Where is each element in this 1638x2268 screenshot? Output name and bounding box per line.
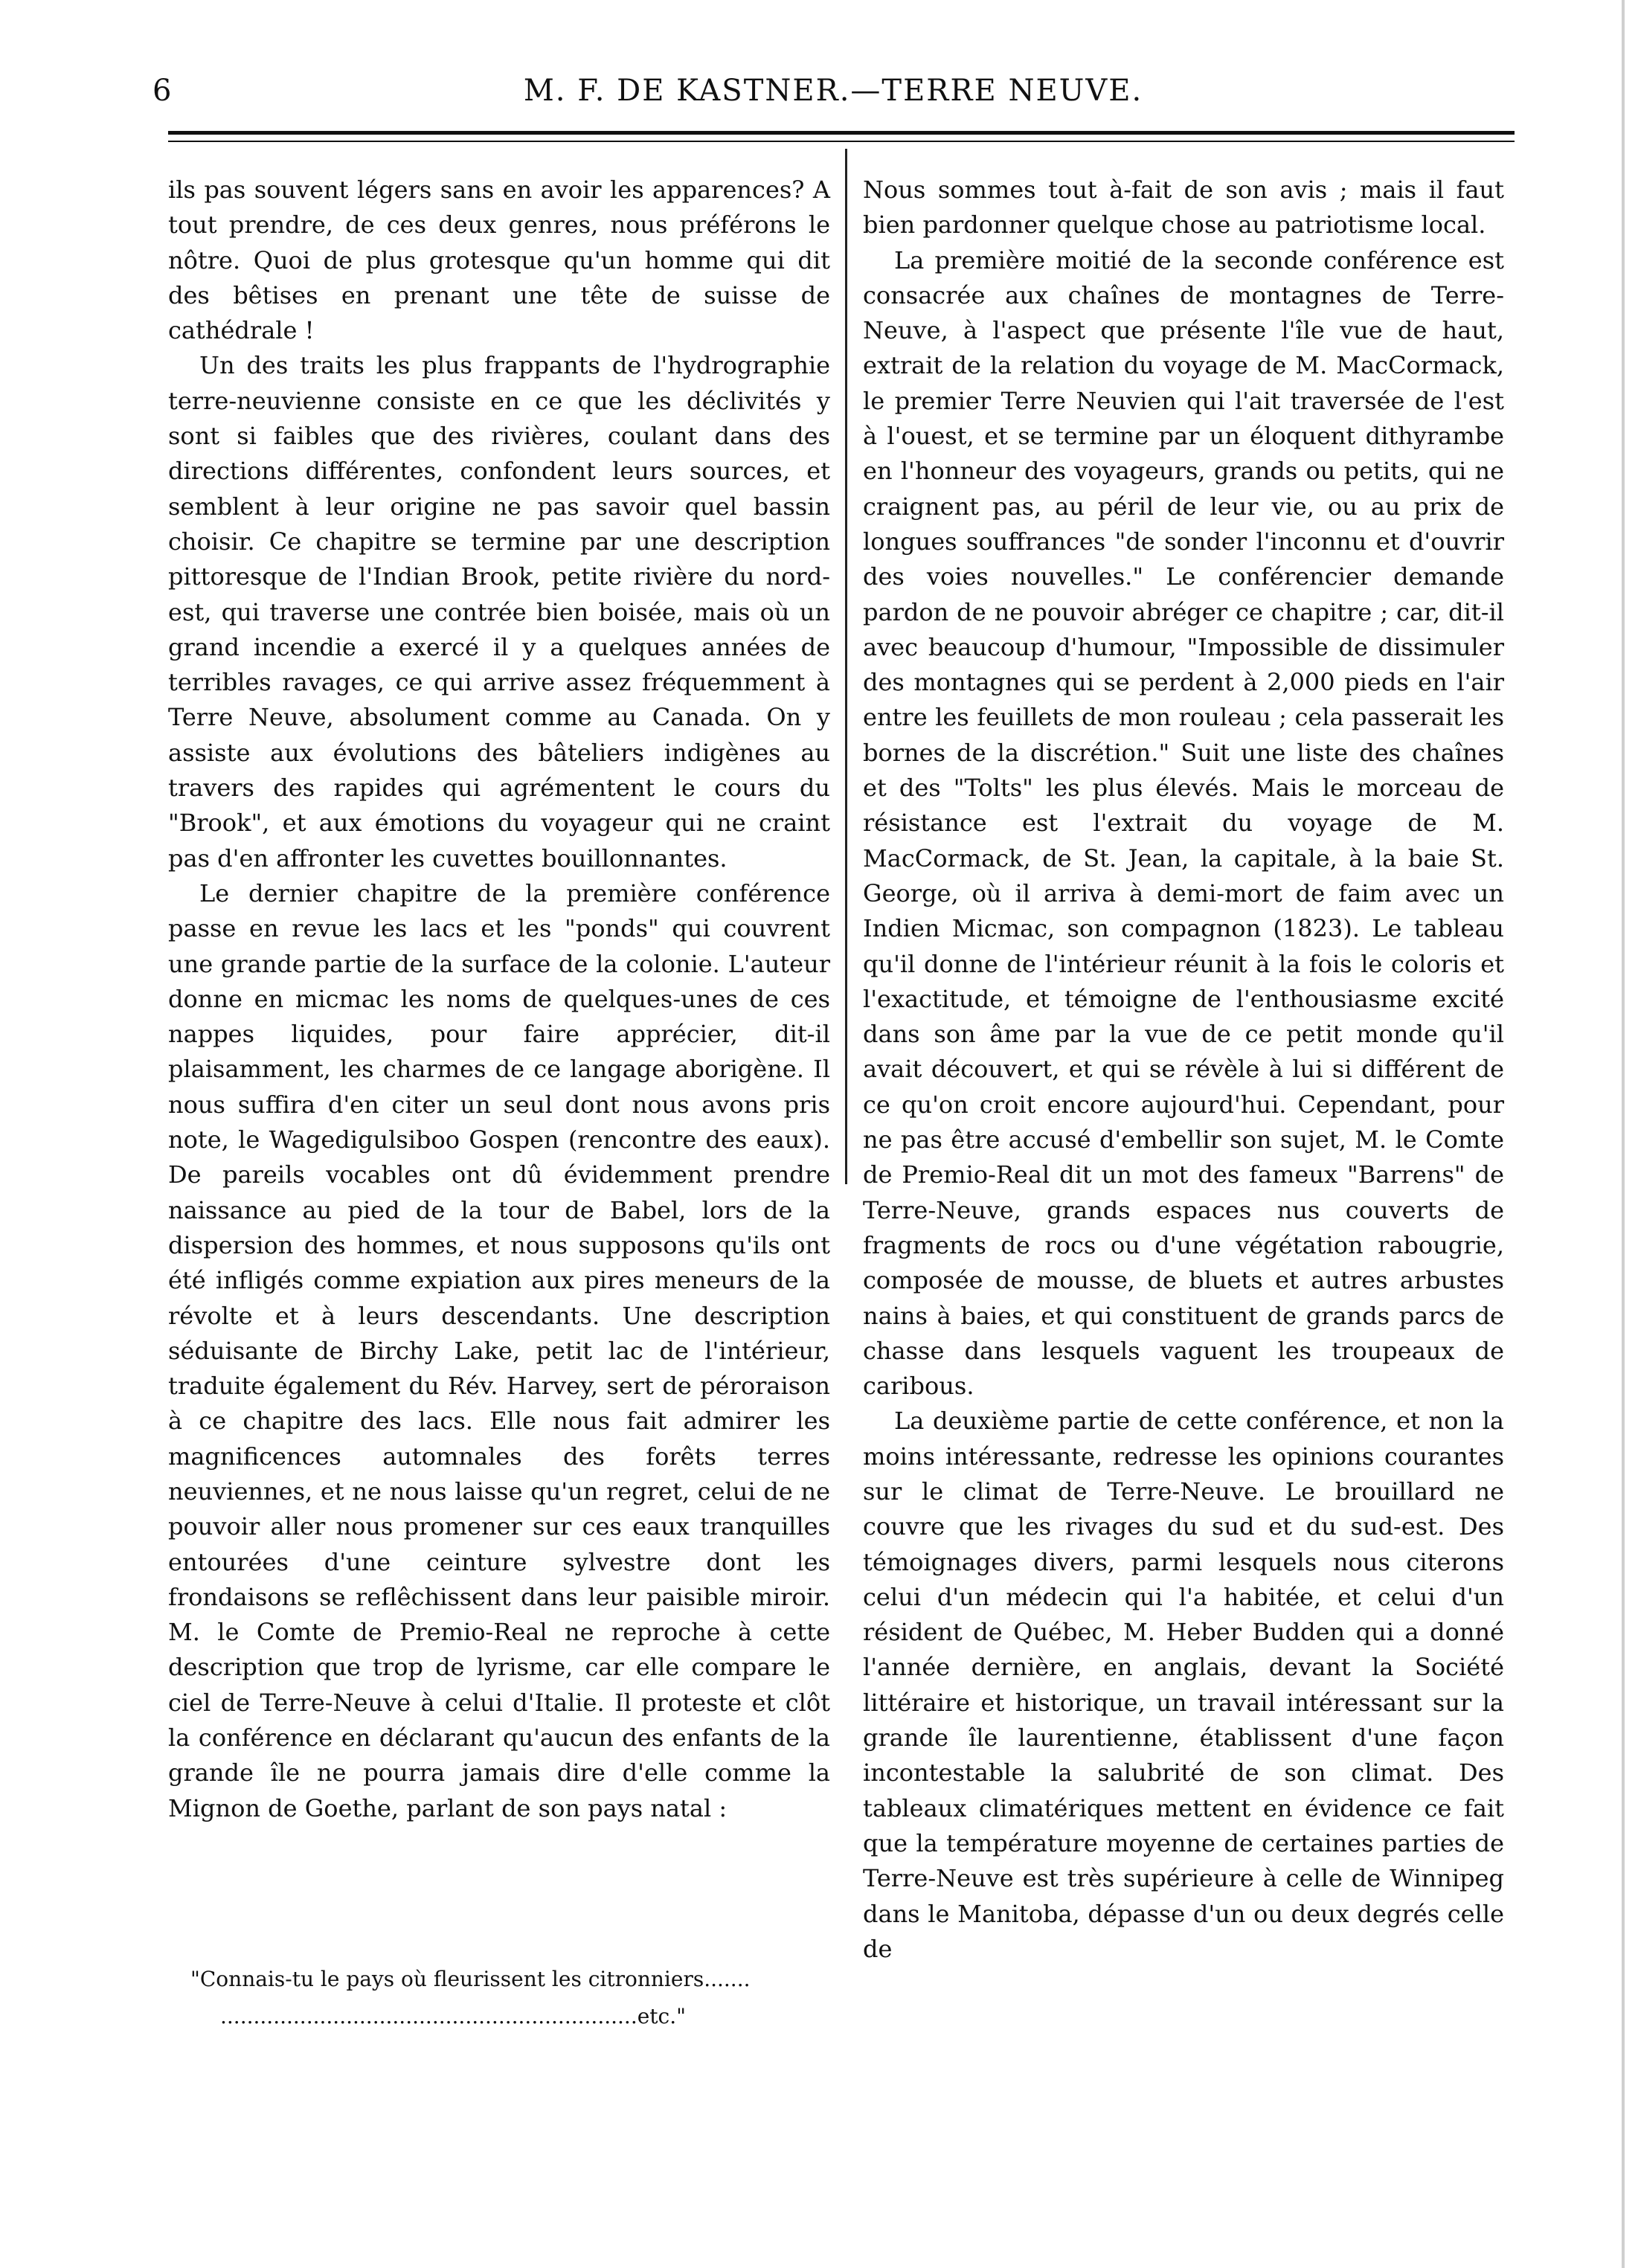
page-number: 6 <box>152 74 172 108</box>
header-rule-thin <box>168 141 1515 142</box>
right-paragraph-2: La première moitié de la seconde conférence est consacrée aux chaînes de montagnes de Terre-Neuve, à l'aspect que présente l'île vue de haut, extrait de la relation du voyage de M. MacCormack, le premier Terre Neuvien qui l'ait traversée de l'est à l'ouest, et se termine par un éloquent dithyrambe en l'honneur des voyageurs, grands ou petits, qui ne craignent pas, au péril de leur vie, ou au prix de longues souffrances "de sonder l'inconnu et d'ouvrir des voies nouvelles." Le conférencier demande pardon de ne pouvoir abréger ce chapitre ; car, dit-il avec beaucoup d'humour, "Impossible de dissimuler des montagnes qui se perdent à 2,000 pieds en l'air entre les feuillets de mon rouleau ; cela passerait les bornes de la discrétion." Suit une liste des chaînes et des "Tolts" les plus élevés. Mais le morceau de résistance est l'extrait du voyage de M. MacCormack, de St. Jean, la capitale, à la baie St. George, où il arriva à demi-mort de faim avec un Indien Micmac, son compagnon (1823). Le tableau qu'il donne de l'intérieur réunit à la fois le coloris et l'exactitude, et témoigne de l'enthousiasme excité dans son âme par la vue de ce petit monde qu'il avait découvert, et qui se révèle à lui si différent de ce qu'on croit encore aujourd'hui. Cependant, pour ne pas être accusé d'embellir son sujet, M. le Comte de Premio-Real dit un mot des fameux "Barrens" de Terre-Neuve, grands espaces nus couverts de fragments de rocs ou d'une végétation rabougrie, composée de mousse, de bluets et autres arbustes nains à baies, et qui constituent de grands parcs de chasse dans lesquels vaguent les troupeaux de caribous. <box>863 245 1504 1401</box>
right-column <box>863 173 1504 1967</box>
left-paragraph-1: ils pas souvent légers sans en avoir les apparences? A tout prendre, de ces deux genres, nous préférons le nôtre. Quoi de plus grotesque qu'un homme qui dit des bêtises en prenant une tête de suisse de cathédrale ! <box>168 176 830 345</box>
goethe-quote <box>190 1961 830 2035</box>
left-column <box>168 173 830 1826</box>
right-paragraph-3: La deuxième partie de cette conférence, et non la moins intéressante, redresse les opinions courantes sur le climat de Terre-Neuve. Le brouillard ne couvre que les rivages du sud et du sud-est. Des témoignages divers, parmi lesquels nous citerons celui d'un médecin qui l'a habitée, et celui d'un résident de Québec, M. Heber Budden qui a donné l'année dernière, en anglais, devant la Société littéraire et historique, un travail intéressant sur la grande île laurentienne, établissent d'une façon incontestable la salubrité de son climat. Des tableaux climatériques mettent en évidence ce fait que la température moyenne de certaines parties de Terre-Neuve est très supérieure à celle de Winnipeg dans le Manitoba, dépasse d'un ou deux degrés celle de <box>863 1407 1504 1963</box>
header-rule-thick <box>168 131 1515 135</box>
running-title: M. F. DE KASTNER.—TERRE NEUVE. <box>523 74 1143 108</box>
quote-line-1: "Connais-tu le pays où fleurissent les citronniers....... <box>190 1967 751 1991</box>
left-paragraph-2: Un des traits les plus frappants de l'hydrographie terre-neuvienne consiste en ce que les déclivités y sont si faibles que des rivières, coulant dans des directions différentes, confondent leurs sources, et semblent à leur origine ne pas savoir quel bassin choisir. Ce chapitre se termine par une description pittoresque de l'Indian Brook, petite rivière du nord-est, qui traverse une contrée bien boisée, mais où un grand incendie a exercé il y a quelques années de terribles ravages, ce qui arrive assez fréquemment à Terre Neuve, absolument comme au Canada. On y assiste aux évolutions des bâteliers indigènes au travers des rapides qui agrémentent le cours du "Brook", et aux émotions du voyageur qui ne craint pas d'en affronter les cuvettes bouillonnantes. <box>168 351 830 873</box>
quote-line-2: ...............................................................etc." <box>220 2004 687 2028</box>
column-divider <box>845 149 847 1184</box>
scan-margin-edge <box>1622 0 1625 2268</box>
running-header <box>152 68 1514 113</box>
left-paragraph-3: Le dernier chapitre de la première conférence passe en revue les lacs et les "ponds" qui couvrent une grande partie de la surface de la colonie. L'auteur donne en micmac les noms de quelques-unes de ces nappes liquides, pour faire apprécier, dit-il plaisamment, les charmes de ce langage aborigène. Il nous suffira d'en citer un seul dont nous avons pris note, le Wagedigulsiboo Gospen (rencontre des eaux). De pareils vocables ont dû évidemment prendre naissance au pied de la tour de Babel, lors de la dispersion des hommes, et nous supposons qu'ils ont été infligés comme expiation aux pires meneurs de la révolte et à leurs descendants. Une description séduisante de Birchy Lake, petit lac de l'intérieur, traduite également du Rév. Harvey, sert de péroraison à ce chapitre des lacs. Elle nous fait admirer les magnificences automnales des forêts terres neuviennes, et ne nous laisse qu'un regret, celui de ne pouvoir aller nous promener sur ces eaux tranquilles entourées d'une ceinture sylvestre dont les frondaisons se reflêchissent dans leur paisible miroir. M. le Comte de Premio-Real ne reproche à cette description que trop de lyrisme, car elle compare le ciel de Terre-Neuve à celui d'Italie. Il proteste et clôt la conférence en déclarant qu'aucun des enfants de la grande île ne pourra jamais dire d'elle comme la Mignon de Goethe, parlant de son pays natal : <box>168 878 830 1822</box>
right-paragraph-1: Nous sommes tout à-fait de son avis ; mais il faut bien pardonner quelque chose au patriotisme local. <box>863 176 1504 240</box>
